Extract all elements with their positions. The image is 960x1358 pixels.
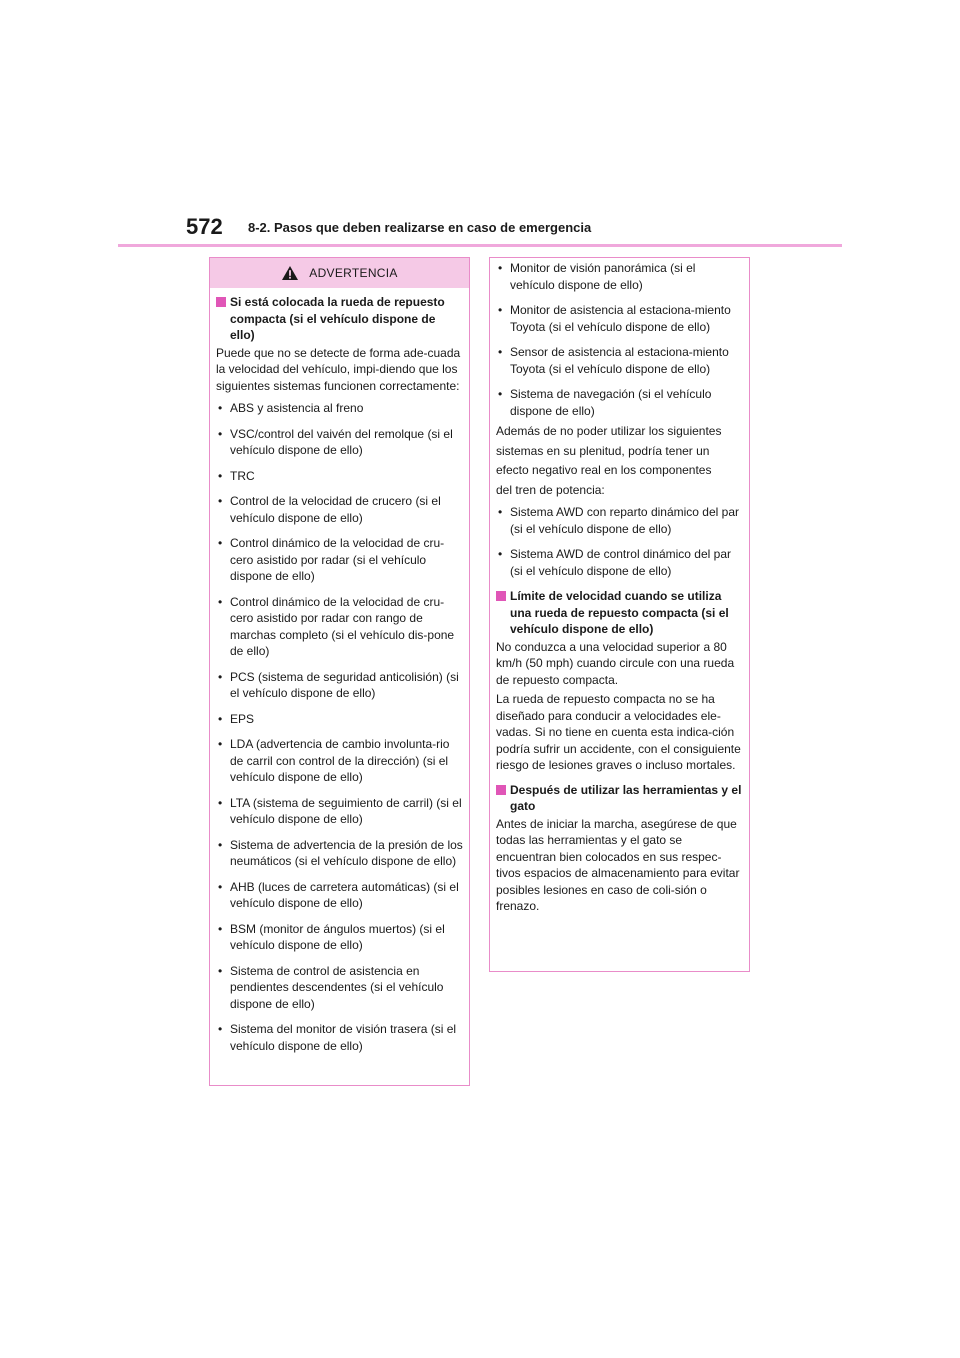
intro-paragraph: Puede que no se detecte de forma ade-cuada la velocidad del vehículo, impi-diendo que los siguientes sistemas funcionen correctamente:: [216, 345, 461, 393]
systems-list: [216, 400, 463, 1054]
list-item: • Sistema de control de asistencia en pendientes descendentes (si el vehículo dispone de ello): [216, 963, 463, 1013]
text-line: Además de no poder utilizar los siguientes: [496, 424, 722, 438]
systems-list-continued: [496, 260, 743, 419]
heading-after-tools: [496, 782, 743, 815]
speed-limit-paragraph: No conduzca a una velocidad superior a 80 km/h (50 mph) cuando circule con una rueda de repuesto compacta.: [496, 639, 735, 687]
list-item: • Sistema AWD con reparto dinámico del par (si el vehículo dispone de ello): [496, 504, 743, 537]
warning-header: [210, 258, 469, 288]
page-number: 572: [186, 214, 223, 239]
left-content: [210, 288, 469, 1069]
list-item: • TRC: [216, 468, 463, 485]
heading-text: Si está colocada la rueda de repuesto compacta (si el vehículo dispone de ello): [230, 295, 445, 342]
warning-box-left: [209, 257, 470, 1086]
heading-speed-limit: [496, 588, 743, 638]
tools-paragraph: Antes de iniciar la marcha, asegúrese de que todas las herramientas y el gato se encuentran bien colocados en sus respec-tivos espacios de almacenamiento para evitar posibles lesiones en caso de coli-sión o frenazo.: [496, 816, 740, 913]
header-divider: [118, 244, 842, 247]
heading-square-icon: [496, 785, 506, 795]
warning-box-right: [489, 257, 750, 972]
list-item: • Control dinámico de la velocidad de cru-cero asistido por radar con rango de marchas completo (si el vehículo dis-pone de ello): [216, 594, 463, 660]
list-item: • LTA (sistema de seguimiento de carril) (si el vehículo dispone de ello): [216, 795, 463, 828]
text-line: efecto negativo real en los componentes: [496, 463, 712, 477]
heading-square-icon: [496, 591, 506, 601]
list-item: • VSC/control del vaivén del remolque (si el vehículo dispone de ello): [216, 426, 463, 459]
awd-list: [496, 504, 743, 579]
text-line: del tren de potencia:: [496, 482, 605, 497]
list-item: • AHB (luces de carretera automáticas) (si el vehículo dispone de ello): [216, 879, 463, 912]
text-line: sistemas en su plenitud, podría tener un: [496, 443, 710, 458]
heading-square-icon: [216, 297, 226, 307]
list-item: • Monitor de visión panorámica (si el vehículo dispone de ello): [496, 260, 743, 293]
list-item: • ABS y asistencia al freno: [216, 400, 463, 417]
list-item: • Sensor de asistencia al estaciona-miento Toyota (si el vehículo dispone de ello): [496, 344, 743, 377]
warning-title: ADVERTENCIA: [309, 266, 398, 280]
section-title: 8-2. Pasos que deben realizarse en caso de emergencia: [248, 220, 592, 235]
list-item: • Control de la velocidad de crucero (si el vehículo dispone de ello): [216, 493, 463, 526]
list-item: • Control dinámico de la velocidad de cru-cero asistido por radar (si el vehículo dispone de ello): [216, 535, 463, 585]
right-content: [490, 258, 749, 924]
list-item: • BSM (monitor de ángulos muertos) (si el vehículo dispone de ello): [216, 921, 463, 954]
heading-compact-spare: [216, 294, 463, 344]
list-item: • LDA (advertencia de cambio involunta-rio de carril con control de la dirección) (si el vehículo dispone de ello): [216, 736, 463, 786]
list-item: • Sistema del monitor de visión trasera (si el vehículo dispone de ello): [216, 1021, 463, 1054]
heading-text: Límite de velocidad cuando se utiliza una rueda de repuesto compacta (si el vehículo dispone de ello): [510, 589, 729, 636]
list-item: • Sistema de advertencia de la presión de los neumáticos (si el vehículo dispone de ello): [216, 837, 463, 870]
speed-risk-paragraph: La rueda de repuesto compacta no se ha diseñado para conducir a velocidades ele-vadas. Si no tiene en cuenta esta indica-ción podría sufrir un accidente, con el consiguiente riesgo de lesiones graves o incluso mortales.: [496, 692, 741, 772]
warning-triangle-icon: [281, 265, 299, 281]
heading-text: Después de utilizar las herramientas y el gato: [510, 782, 742, 813]
list-item: • EPS: [216, 711, 463, 728]
list-item: • Sistema AWD de control dinámico del par (si el vehículo dispone de ello): [496, 546, 743, 579]
list-item: • Monitor de asistencia al estaciona-miento Toyota (si el vehículo dispone de ello): [496, 302, 743, 335]
list-item: • PCS (sistema de seguridad anticolisión) (si el vehículo dispone de ello): [216, 669, 463, 702]
list-item: • Sistema de navegación (si el vehículo dispone de ello): [496, 386, 743, 419]
